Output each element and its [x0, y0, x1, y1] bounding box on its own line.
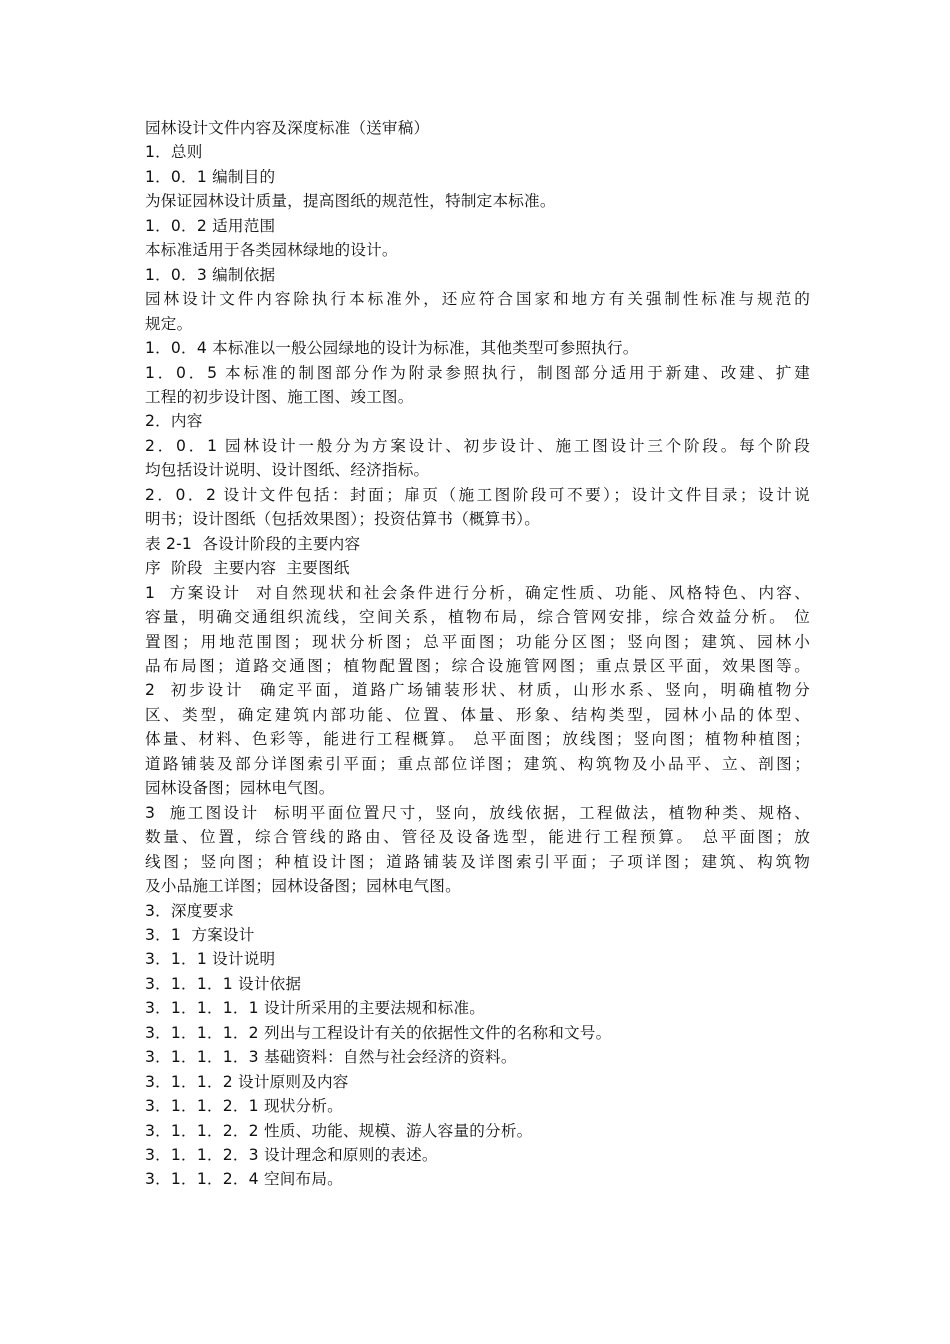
paragraph-line: 规定。 — [145, 314, 193, 333]
subsection-heading: 1．0．1 编制目的 — [145, 167, 276, 186]
table-row-line: 2 初步设计 确定平面，道路广场铺装形状、材质，山形水系、竖向，明确植物分 — [145, 681, 810, 700]
table-row-line: 体量、材料、色彩等，能进行工程概算。 总平面图；放线图；竖向图；植物种植图； — [145, 730, 810, 749]
paragraph-line: 2．0．2 设计文件包括：封面；扉页（施工图阶段可不要）；设计文件目录；设计说 — [145, 485, 810, 504]
paragraph-line: 1．0．4 本标准以一般公园绿地的设计为标准，其他类型可参照执行。 — [145, 339, 639, 358]
paragraph-line: 均包括设计说明、设计图纸、经济指标。 — [145, 461, 430, 480]
list-item: 3．1．1．2．2 性质、功能、规模、游人容量的分析。 — [145, 1121, 533, 1140]
subsection-heading: 3．1 方案设计 — [145, 925, 255, 944]
table-row-line: 线图；竖向图；种植设计图；道路铺装及详图索引平面；子项详图；建筑、构筑物 — [145, 852, 810, 871]
list-item: 3．1．1．2．4 空间布局。 — [145, 1170, 343, 1189]
paragraph-line: 本标准适用于各类园林绿地的设计。 — [145, 241, 398, 260]
table-caption: 表 2-1 各设计阶段的主要内容 — [145, 534, 361, 553]
list-item: 3．1．1．1．2 列出与工程设计有关的依据性文件的名称和文号。 — [145, 1023, 612, 1042]
table-row-line: 品布局图；道路交通图；植物配置图；综合设施管网图；重点景区平面，效果图等。 — [145, 656, 810, 675]
subsection-heading: 3．1．1．2 设计原则及内容 — [145, 1072, 349, 1091]
document-title: 园林设计文件内容及深度标准（送审稿） — [145, 119, 430, 137]
paragraph-line: 园林设计文件内容除执行本标准外，还应符合国家和地方有关强制性标准与规范的 — [145, 290, 810, 309]
table-row-line: 及小品施工详图；园林设备图；园林电气图。 — [145, 877, 461, 896]
section-heading: 2．内容 — [145, 412, 203, 431]
section-heading: 1．总则 — [145, 143, 203, 162]
table-row-line: 道路铺装及部分详图索引平面；重点部位详图；建筑、构筑物及小品平、立、剖图； — [145, 754, 810, 773]
table-row-line: 园林设备图；园林电气图。 — [145, 779, 335, 798]
table-header: 序 阶段 主要内容 主要图纸 — [145, 559, 350, 578]
subsection-heading: 3．1．1．1 设计依据 — [145, 974, 302, 993]
paragraph-line: 2．0．1 园林设计一般分为方案设计、初步设计、施工图设计三个阶段。每个阶段 — [145, 436, 810, 455]
subsection-heading: 3．1．1 设计说明 — [145, 950, 276, 969]
table-row-line: 3 施工图设计 标明平面位置尺寸，竖向，放线依据，工程做法，植物种类、规格、 — [145, 803, 810, 822]
subsection-heading: 1．0．3 编制依据 — [145, 265, 276, 284]
table-row-line: 置图；用地范围图；现状分析图；总平面图；功能分区图；竖向图；建筑、园林小 — [145, 632, 810, 651]
subsection-heading: 1．0．2 适用范围 — [145, 216, 276, 235]
table-row-line: 1 方案设计 对自然现状和社会条件进行分析，确定性质、功能、风格特色、内容、 — [145, 583, 810, 602]
table-row-line: 区、类型，确定建筑内部功能、位置、体量、形象、结构类型，园林小品的体型、 — [145, 705, 810, 724]
table-row-line: 容量，明确交通组织流线，空间关系，植物布局，综合管网安排，综合效益分析。 位 — [145, 608, 810, 627]
paragraph-line: 1．0．5 本标准的制图部分作为附录参照执行，制图部分适用于新建、改建、扩建 — [145, 363, 810, 382]
paragraph-line: 工程的初步设计图、施工图、竣工图。 — [145, 387, 414, 406]
list-item: 3．1．1．1．3 基础资料：自然与社会经济的资料。 — [145, 1048, 517, 1067]
list-item: 3．1．1．1．1 设计所采用的主要法规和标准。 — [145, 999, 486, 1018]
paragraph-line: 明书；设计图纸（包括效果图）；投资估算书（概算书）。 — [145, 510, 541, 529]
paragraph-line: 为保证园林设计质量，提高图纸的规范性，特制定本标准。 — [145, 192, 556, 211]
document-page — [145, 116, 810, 1192]
table-row-line: 数量、位置，综合管线的路由、管径及设备选型，能进行工程预算。 总平面图；放 — [145, 828, 810, 847]
section-heading: 3．深度要求 — [145, 901, 235, 920]
list-item: 3．1．1．2．1 现状分析。 — [145, 1097, 343, 1116]
list-item: 3．1．1．2．3 设计理念和原则的表述。 — [145, 1146, 438, 1165]
